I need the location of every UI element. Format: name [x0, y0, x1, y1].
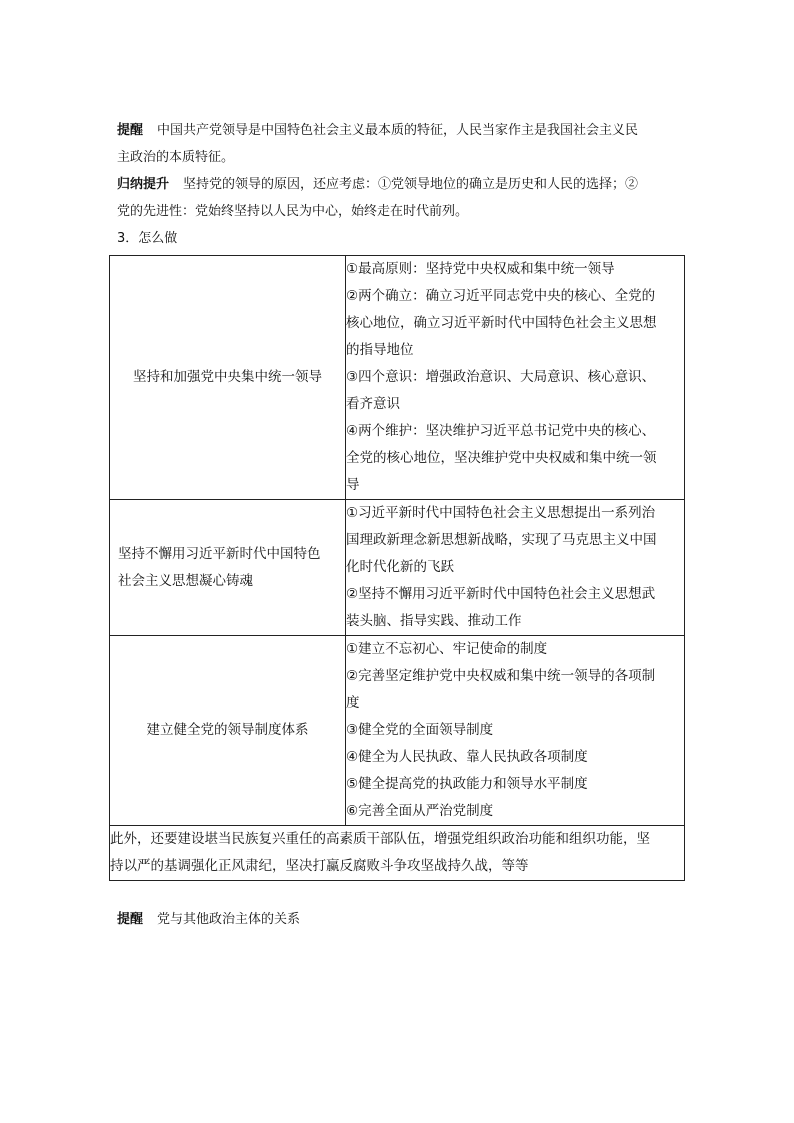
footer-line: 此外，还要建设堪当民族复兴重任的高素质干部队伍，增强党组织政治功能和组织功能，坚	[110, 831, 650, 847]
table-row	[110, 636, 685, 826]
content-line: ⑤健全提高党的执政能力和领导水平制度	[346, 776, 588, 792]
row-title-line: 坚持不懈用习近平新时代中国特色	[118, 545, 321, 562]
guina-label: 归纳提升	[117, 177, 170, 192]
tixing2-label: 提醒	[117, 912, 144, 927]
guina-text-line1: 坚持党的领导的原因，还应考虑：①党领导地位的确立是历史和人民的选择；②	[183, 177, 639, 192]
content-line: 国理政新理念新思想新战略，实现了马克思主义中国	[346, 532, 657, 548]
tixing-paragraph-line2	[117, 148, 697, 168]
content-line: ③四个意识：增强政治意识、大局意识、核心意识、	[346, 369, 656, 385]
guina-paragraph-line1	[117, 175, 697, 195]
content-line: 化时代化新的飞跃	[346, 559, 454, 575]
content-line: ③健全党的全面领导制度	[346, 722, 494, 738]
content-line: ①建立不忘初心、牢记使命的制度	[346, 641, 548, 657]
table-row	[110, 256, 685, 500]
tixing-label: 提醒	[117, 123, 144, 138]
content-line: 核心地位，确立习近平新时代中国特色社会主义思想	[346, 315, 657, 331]
content-line: ①习近平新时代中国特色社会主义思想提出一系列治	[346, 505, 656, 521]
content-line: ⑥完善全面从严治党制度	[346, 803, 494, 819]
table-row-title	[110, 500, 346, 636]
row-title-line: 坚持和加强党中央集中统一领导	[133, 369, 322, 385]
content-line: 全党的核心地位，坚决维护党中央权威和集中统一领	[346, 450, 657, 466]
section-heading-3: 3．怎么做	[117, 231, 178, 246]
content-line: ①最高原则：坚持党中央权威和集中统一领导	[346, 261, 615, 277]
tixing-paragraph-line1	[117, 121, 697, 141]
how-to-table	[109, 255, 685, 881]
content-line: 看齐意识	[346, 396, 400, 412]
content-line: 的指导地位	[346, 342, 414, 358]
content-line: 装头脑、指导实践、推动工作	[346, 613, 522, 629]
row-title-line: 建立健全党的领导制度体系	[146, 722, 309, 738]
content-line: ②两个确立：确立习近平同志党中央的核心、全党的	[346, 288, 656, 304]
table-footer-cell	[110, 826, 685, 881]
guina-text-line2: 党的先进性：党始终坚持以人民为中心，始终走在时代前列。	[117, 204, 469, 219]
footer-line: 持以严的基调强化正风肃纪，坚决打赢反腐败斗争攻坚战持久战，等等	[110, 858, 529, 874]
tixing2-paragraph	[117, 910, 697, 930]
content-line: ④两个维护：坚决维护习近平总书记党中央的核心、	[346, 423, 656, 439]
content-line: ④健全为人民执政、靠人民执政各项制度	[346, 749, 588, 765]
content-line: 导	[346, 477, 360, 493]
table-row-title	[110, 256, 346, 500]
table-row-content	[346, 636, 685, 826]
table-footer-row	[110, 826, 685, 881]
tixing-text-line2: 主政治的本质特征。	[117, 150, 235, 165]
table-row-title	[110, 636, 346, 826]
table-row-content	[346, 500, 685, 636]
table-row	[110, 500, 685, 636]
row-title-line: 社会主义思想凝心铸魂	[118, 572, 253, 589]
content-line: 度	[346, 695, 360, 711]
content-line: ②完善坚定维护党中央权威和集中统一领导的各项制	[346, 668, 656, 684]
content-line: ②坚持不懈用习近平新时代中国特色社会主义思想武	[346, 586, 656, 602]
tixing-text-line1: 中国共产党领导是中国特色社会主义最本质的特征，人民当家作主是我国社会主义民	[157, 123, 639, 138]
tixing2-text: 党与其他政治主体的关系	[157, 912, 301, 927]
table-row-content	[346, 256, 685, 500]
guina-paragraph-line2	[117, 202, 697, 222]
